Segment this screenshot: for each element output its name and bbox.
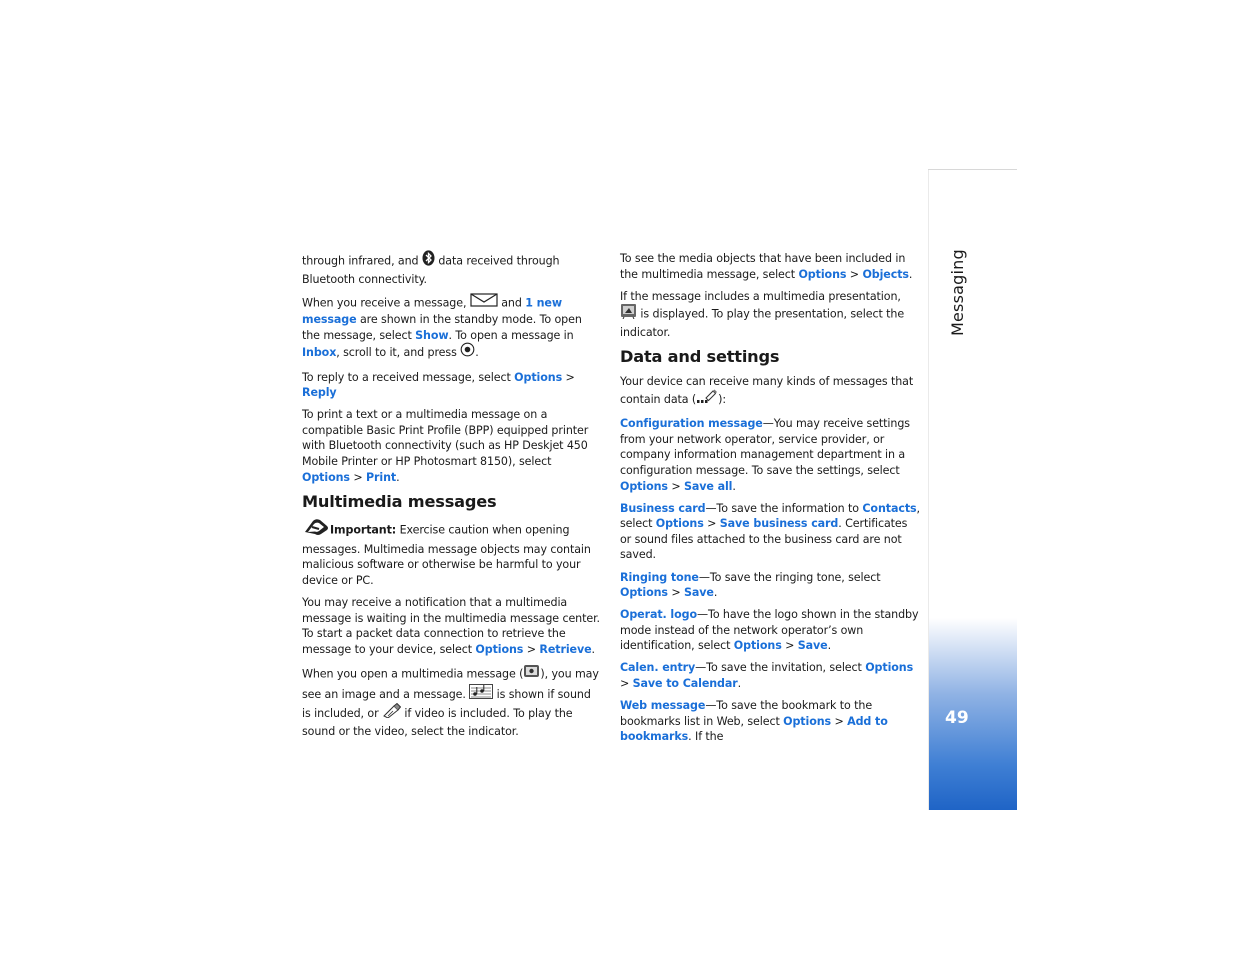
text: To reply to a received message, select: [302, 370, 515, 384]
inbox-option: Inbox: [302, 346, 337, 360]
text: ), you may see an image and a message.: [302, 667, 599, 701]
heading-data-and-settings: Data and settings: [620, 347, 780, 367]
text: .: [713, 586, 718, 600]
save-business-card-option: Save business card: [719, 517, 839, 531]
text: data received through Bluetooth connectivity.: [302, 254, 560, 286]
options-option: Options: [655, 517, 704, 531]
item-web-message: [620, 698, 920, 745]
mms-icon: [523, 663, 540, 684]
item-configuration-message: [620, 416, 920, 494]
text: >: [781, 639, 798, 653]
text: if video is included. To play the sound or the video, select the indicator.: [302, 706, 573, 738]
chapter-title: Messaging: [948, 249, 967, 336]
paragraph-objects: [620, 251, 920, 282]
paragraph-open-multimedia: [302, 664, 602, 739]
text: through infrared, and: [302, 254, 422, 268]
text: —To save the ringing tone, select: [698, 570, 881, 584]
options-option: Options: [475, 642, 524, 656]
sound-icon: [469, 684, 493, 704]
text: , scroll to it, and press: [336, 346, 461, 360]
text: If the message includes a multimedia presentation,: [620, 289, 901, 303]
text: .: [396, 470, 400, 484]
right-column: [620, 251, 920, 751]
chapter-tab: [928, 169, 1017, 810]
text: >: [562, 370, 575, 384]
text: .: [827, 639, 832, 653]
options-option: Options: [783, 714, 832, 728]
term-operator-logo: Operat. logo: [620, 608, 698, 622]
options-option: Options: [798, 267, 847, 281]
text: .: [591, 642, 595, 656]
video-icon: [382, 703, 401, 723]
text: .: [475, 346, 479, 360]
term-ringing-tone: Ringing tone: [620, 570, 699, 584]
save-all-option: Save all: [683, 479, 733, 493]
options-option: Options: [514, 370, 563, 384]
page-number: 49: [945, 708, 969, 728]
term-calendar-entry: Calen. entry: [620, 661, 696, 675]
text: . Certificates or sound files attached to the business card are not saved.: [620, 517, 908, 562]
print-option: Print: [365, 470, 397, 484]
text: —To save the bookmark to the bookmarks list in Web, select: [620, 699, 873, 728]
text: —To save the information to: [705, 501, 863, 515]
text: —To save the invitation, select: [695, 661, 866, 675]
options-option: Options: [302, 470, 350, 484]
paragraph-presentation: [620, 289, 920, 341]
text: To print a text or a multimedia message on a compatible Basic Print Profile (BPP) equipped printer with Bluetooth connectivity (such as HP Deskjet 450 Mobile Printer or HP Photosmart 8150), select: [302, 408, 589, 469]
text: >: [846, 267, 863, 281]
text: is displayed. To play the presentation, select the indicator.: [620, 307, 905, 339]
envelope-icon: [470, 293, 498, 312]
term-web-message: Web message: [620, 699, 706, 713]
objects-option: Objects: [862, 267, 909, 281]
text: . If the: [688, 730, 724, 744]
text: When you open a multimedia message (: [302, 667, 524, 681]
term-configuration-message: Configuration message: [620, 417, 763, 431]
text: . To open a message in: [448, 328, 574, 342]
text: >: [831, 714, 848, 728]
paragraph-receive: [302, 294, 602, 363]
presentation-icon: [620, 303, 637, 324]
item-business-card: [620, 501, 920, 563]
text: .: [908, 267, 913, 281]
text: >: [667, 586, 684, 600]
paragraph-bluetooth: [302, 251, 602, 287]
important-label: Important:: [330, 523, 397, 537]
text: are shown in the standby mode. To open the message, select: [302, 313, 582, 342]
paragraph-notification: [302, 595, 602, 657]
item-ringing-tone: [620, 570, 920, 601]
left-column: [302, 251, 602, 746]
contacts-option: Contacts: [862, 501, 917, 515]
text: .: [732, 479, 736, 493]
text: is shown if sound is included, or: [302, 687, 591, 720]
data-icon: [696, 389, 718, 409]
paragraph-data-intro: [620, 374, 920, 409]
bluetooth-icon: [422, 250, 435, 271]
options-option: Options: [733, 639, 782, 653]
retrieve-option: Retrieve: [539, 642, 592, 656]
new-message-label: 1 new message: [302, 295, 562, 327]
options-option: Options: [620, 586, 668, 600]
text: Exercise caution when opening messages. Multimedia message objects may contain malicious software or otherwise be harmful to your device or PC.: [302, 523, 591, 587]
heading-multimedia-messages: Multimedia messages: [302, 492, 497, 512]
text: >: [620, 677, 633, 691]
item-calendar-entry: [620, 660, 920, 691]
important-note: [302, 519, 602, 588]
save-to-calendar-option: Save to Calendar: [632, 677, 738, 691]
text: >: [667, 479, 684, 493]
item-operator-logo: [620, 607, 920, 654]
options-option: Options: [620, 479, 668, 493]
text: >: [703, 517, 720, 531]
important-icon: [302, 518, 330, 541]
text: ):: [718, 392, 727, 406]
text: >: [349, 470, 366, 484]
paragraph-print: [302, 407, 602, 485]
text: —To have the logo shown in the standby mode instead of the network operator’s own identification, select: [620, 608, 919, 653]
save-option: Save: [797, 639, 828, 653]
text: To see the media objects that have been included in the multimedia message, select: [620, 252, 906, 281]
text: .: [737, 677, 742, 691]
add-to-bookmarks-option: Add to bookmarks: [620, 714, 888, 744]
text: —You may receive settings from your network operator, service provider, or company information management department in a configuration message. To save the settings, select: [620, 417, 910, 477]
text: When you receive a message,: [302, 295, 470, 309]
text: Your device can receive many kinds of messages that contain data (: [620, 375, 914, 406]
text: You may receive a notification that a multimedia message is waiting in the multimedia message center. To start a packet data connection to retrieve the message to your device, select: [302, 596, 600, 656]
options-option: Options: [865, 661, 914, 675]
reply-option: Reply: [302, 386, 337, 400]
text: , select: [620, 501, 920, 531]
term-business-card: Business card: [620, 501, 706, 515]
save-option: Save: [683, 586, 714, 600]
text: and: [497, 295, 526, 309]
joystick-icon: [460, 342, 475, 362]
show-option: Show: [415, 328, 449, 342]
text: >: [523, 642, 540, 656]
paragraph-reply: [302, 370, 602, 401]
